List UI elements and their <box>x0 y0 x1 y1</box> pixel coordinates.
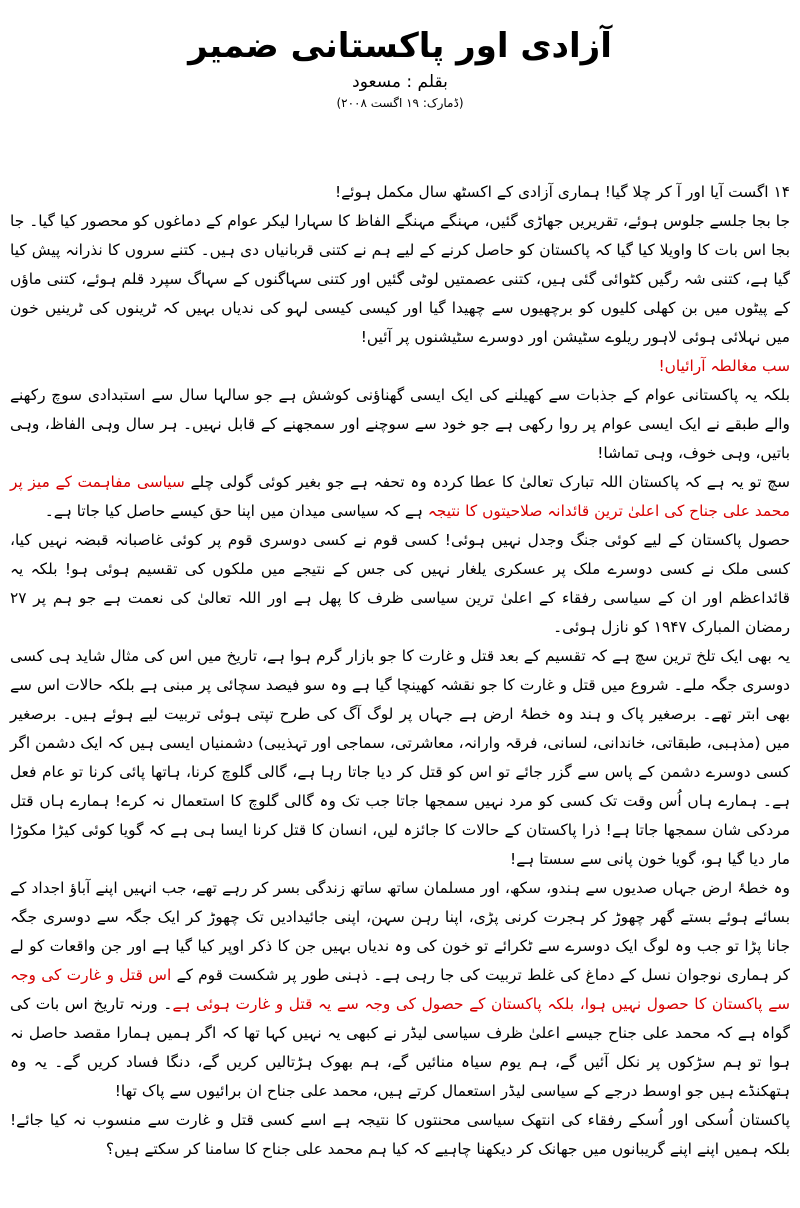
paragraph-text: ہے کہ سیاسی میدان میں اپنا حق کیسے حاصل کیا جاتا ہے۔ <box>44 502 428 520</box>
subheading: سب مغالطہ آرائیاں! <box>658 357 790 375</box>
paragraph-text: ۔ ورنہ تاریخ اس بات کی گواہ ہے کہ محمد علی جناح جیسے اعلیٰ ظرف سیاسی لیڈر نے کبھی یہ نہیں کہا تھا کہ اگر ہمیں ہمارا مقصد حاصل نہ ہوا تو ہم سڑکوں پر نکل آئیں گے، ہم یوم سیاہ منائیں گے، ہم بھوک ہڑتالیں کریں گے، دنگا فساد کریں گے۔ یہ وہ ہتھکنڈے ہیں جو اوسط درجے کے سیاسی لیڈر استعمال کرتے ہیں، محمد علی جناح ان برائیوں سے پاک تھا! <box>10 995 790 1100</box>
paragraph <box>10 874 790 1106</box>
paragraph-closing: پاکستان اُسکی اور اُسکے رفقاء کی انتھک سیاسی محنتوں کا نتیجہ ہے اسے کسی قتل و غارت سے منسوب نہ کیا جائے! بلکہ ہمیں اپنے اپنے گریبانوں میں جھانک کر دیکھنا چاہیے کہ کیا ہم محمد علی جناح کا سامنا کر سکتے ہیں؟ <box>10 1111 790 1158</box>
paragraph <box>10 468 790 526</box>
paragraph: جا بجا جلسے جلوس ہوئے، تقریریں جھاڑی گئیں، مہنگے مہنگے الفاظ کا سہارا لیکر عوام کے دماغوں کو محصور کیا گیا۔ جا بجا اس بات کا واویلا کیا گیا کہ پاکستان کو حاصل کرنے کے لیے ہم نے کتنی قربانیاں دی ہیں۔ کتنے سروں کا نذرانہ پیش کیا گیا ہے، کتنی شہ رگیں کٹوائی گئی ہیں، کتنی عصمتیں لوٹی گئیں اور کتنی سہاگنوں کے سہاگ سپرد قلم ہوئے، کتنی ماؤں کے پیٹوں میں بن کھلی کلیوں کو برچھیوں سے چھیدا گیا اور کیسی کیسی لہو کی ندیاں بہیں کہ ٹرینوں کی ٹرینیں خون میں نہلائی ہوئی لاہور ریلوے سٹیشن اور دوسرے سٹیشنوں پر آئیں! <box>10 212 790 346</box>
paragraph-text: سچ تو یہ ہے کہ پاکستان اللہ تبارک تعالیٰ کا عطا کردہ وہ تحفہ ہے جو بغیر کوئی گولی چلے <box>184 473 790 491</box>
paragraph: بلکہ یہ پاکستانی عوام کے جذبات سے کھیلنے کی ایک ایسی گھناؤنی کوشش ہے جو سالہا سال سے استبدادی سوچ رکھنے والے طبقے نے ایک ایسی عوام پر روا رکھی ہے جو خود سے سوچنے اور سمجھنے کے قابل نہیں۔ ہر سال وہی الفاظ، وہی باتیں، وہی خوف، وہی تماشا! <box>10 386 790 462</box>
page-title: آزادی اور پاکستانی ضمیر <box>188 26 612 66</box>
dateline: (ڈمارک: ۱۹ اگست ۲۰۰۸) <box>336 96 464 110</box>
paragraph: یہ بھی ایک تلخ ترین سچ ہے کہ تقسیم کے بعد قتل و غارت کا جو بازار گرم ہوا ہے، تاریخ میں اس کی مثال شاید ہی کسی دوسری جگہ ملے۔ شروع میں قتل و غارت کا جو نقشہ کھینچا گیا ہے وہ سو فیصد سچائی پر مبنی ہے بلکہ حالات اس سے بھی ابتر تھے۔ برصغیر پاک و ہند وہ خطۂ ارض ہے جہاں پر لوگ آگ کی طرح تپتی ہوئی تربیت لیے ہوئے ہیں۔ برصغیر میں (مذہبی، طبقاتی، خاندانی، لسانی، فرقہ وارانہ، معاشرتی، سماجی اور تہذیبی) دشمنیاں ایسی ہیں کہ ایک دشمن اگر کسی دوسرے دشمن کے پاس سے گزر جائے تو اس کو قتل کر دیا جاتا رہا ہے، گالی گلوچ کرنا، ہاتھا پائی کرنا تو عام فعل ہے۔ ہمارے ہاں اُس وقت تک کسی کو مرد نہیں سمجھا جاتا جب تک وہ گالی گلوچ کا استعمال نہ کرے! ہمارے ہاں قتل مردکی شان سمجھا جاتا ہے! ذرا پاکستان کے حالات کا جائزہ لیں، انسان کا قتل کرنا ایسا ہی ہے کہ گویا کوئی کیڑا مکوڑا مار دیا گیا ہو، گویا خون پانی سے سستا ہے! <box>10 647 790 868</box>
byline: بقلم : مسعود <box>352 72 448 92</box>
highlighted-text: اس قتل و غارت کی وجہ سے پاکستان کا حصول نہیں ہوا، بلکہ پاکستان کے حصول کی وجہ سے یہ قتل و غارت ہوئی ہے <box>10 966 791 1013</box>
article-body <box>10 178 790 1164</box>
paragraph-intro: ۱۴ اگست آیا اور آ کر چلا گیا! ہماری آزادی کے اکسٹھ سال مکمل ہوئے! <box>334 183 790 201</box>
highlighted-text: سیاسی مفاہمت کے میز پر محمد علی جناح کی اعلیٰ ترین قائدانہ صلاحیتوں کا نتیجہ <box>10 473 790 520</box>
paragraph: حصول پاکستان کے لیے کوئی جنگ وجدل نہیں ہوئی! کسی قوم نے کسی دوسری قوم پر کوئی غاصبانہ قبضہ نہیں کیا، کسی ملک نے کسی دوسرے ملک پر عسکری یلغار نہیں کی جس کے نتیجے میں ملکوں کی تقسیم ہوئی ہو! بلکہ یہ قائداعظم اور ان کے سیاسی رفقاء کے اعلیٰ ترین سیاسی ظرف کا پھل ہے اور اللہ تعالیٰ کی نعمت ہے جو ہم پر ۲۷ رمضان المبارک ۱۹۴۷ کو نازل ہوئی۔ <box>10 531 790 636</box>
paragraph-text: وہ خطۂ ارض جہاں صدیوں سے ہندو، سکھ، اور مسلمان ساتھ ساتھ زندگی بسر کر رہے تھے، جب انہیں اپنے آباؤ اجداد کے بسائے ہوئے بستے گھر چھوڑ کر ہجرت کرنی پڑی، اپنا رہن سہن، اپنی جائیدادیں تک چھوڑ کر ایک جگہ سے دوسری جگہ جانا پڑا تو جب وہ لوگ ایک دوسرے سے ٹکرائے تو خون کی وہ ندیاں بہیں جن کا ذکر اوپر کیا گیا ہے اور جن واقعات کو لے کر ہماری نوجوان نسل کے دماغ کی غلط تربیت کی جا رہی ہے۔ ذہنی طور پر شکست قوم کے <box>10 879 790 984</box>
